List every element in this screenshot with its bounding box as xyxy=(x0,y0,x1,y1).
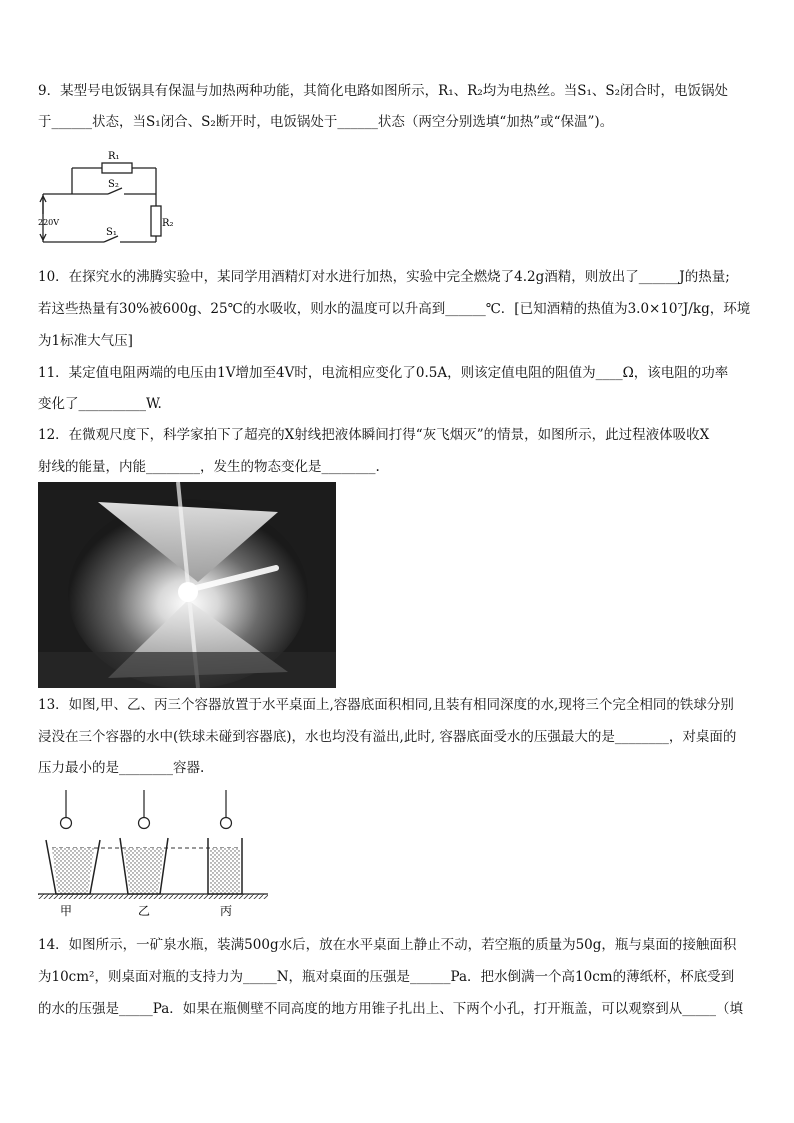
circuit-diagram xyxy=(38,146,178,256)
xray-liquid-photo xyxy=(38,482,336,688)
question-14-line-1: 14．如图所示，一矿泉水瓶，装满500g水后，放在水平桌面上静止不动，若空瓶的质量为50g，瓶与桌面的接触面积 xyxy=(38,937,737,953)
question-10-line-3: 为1标准大气压] xyxy=(38,333,133,349)
label-yi: 乙 xyxy=(138,904,151,918)
r1-resistor xyxy=(102,163,132,173)
question-12-line-2: 射线的能量，内能________，发生的物态变化是________. xyxy=(38,459,380,475)
voltage-label: 220V xyxy=(38,218,60,227)
s1-label: S₁ xyxy=(106,227,117,238)
question-12-line-1: 12．在微观尺度下，科学家拍下了超亮的X射线把液体瞬间打得“灰飞烟灭”的情景，如图所示，此过程液体吸收X xyxy=(38,427,710,443)
question-14-line-2: 为10cm²，则桌面对瓶的支持力为_____N，瓶对桌面的压强是______Pa．把水倒满一个高10cm的薄纸杯，杯底受到 xyxy=(38,969,735,985)
r2-resistor xyxy=(151,206,161,236)
question-13-line-3: 压力最小的是________容器. xyxy=(38,760,205,776)
question-9-line-1: 9．某型号电饭锅具有保温与加热两种功能，其简化电路如图所示，R₁、R₂均为电热丝。当S₁、S₂闭合时，电饭锅处 xyxy=(38,83,729,99)
label-jia: 甲 xyxy=(60,904,73,918)
s2-label: S₂ xyxy=(108,179,119,190)
question-9-line-2: 于______状态，当S₁闭合、S₂断开时，电饭锅处于______状态（两空分别选填“加热”或“保温”)。 xyxy=(38,114,614,130)
question-13-line-2: 浸没在三个容器的水中(铁球未碰到容器底)，水也均没有溢出,此时, 容器底面受水的压强最大的是________，对桌面的 xyxy=(38,729,737,745)
question-11-line-1: 11．某定值电阻两端的电压由1V增加至4V时，电流相应变化了0.5A，则该定值电阻的阻值为____Ω，该电阻的功率 xyxy=(38,365,729,381)
question-10-line-1: 10．在探究水的沸腾实验中，某同学用酒精灯对水进行加热，实验中完全燃烧了4.2g酒精，则放出了______J的热量; xyxy=(38,269,730,285)
container-yi xyxy=(120,790,168,894)
r1-label: R₁ xyxy=(108,151,120,162)
containers-diagram xyxy=(38,790,268,922)
container-jia xyxy=(46,790,100,894)
question-10-line-2: 若这些热量有30%被600g、25℃的水吸收，则水的温度可以升高到______℃．[已知酒精的热值为3.0×10⁷J/kg，环境 xyxy=(38,301,751,317)
container-bing xyxy=(208,790,242,894)
question-14-line-3: 的水的压强是_____Pa．如果在瓶侧壁不同高度的地方用锥子扎出上、下两个小孔，打开瓶盖，可以观察到从_____（填 xyxy=(38,1001,744,1017)
question-11-line-2: 变化了__________W. xyxy=(38,396,162,412)
label-bing: 丙 xyxy=(220,904,233,918)
r2-label: R₂ xyxy=(162,218,174,229)
question-13-line-1: 13．如图,甲、乙、丙三个容器放置于水平桌面上,容器底面积相同,且装有相同深度的水,现将三个完全相同的铁球分别 xyxy=(38,697,734,713)
